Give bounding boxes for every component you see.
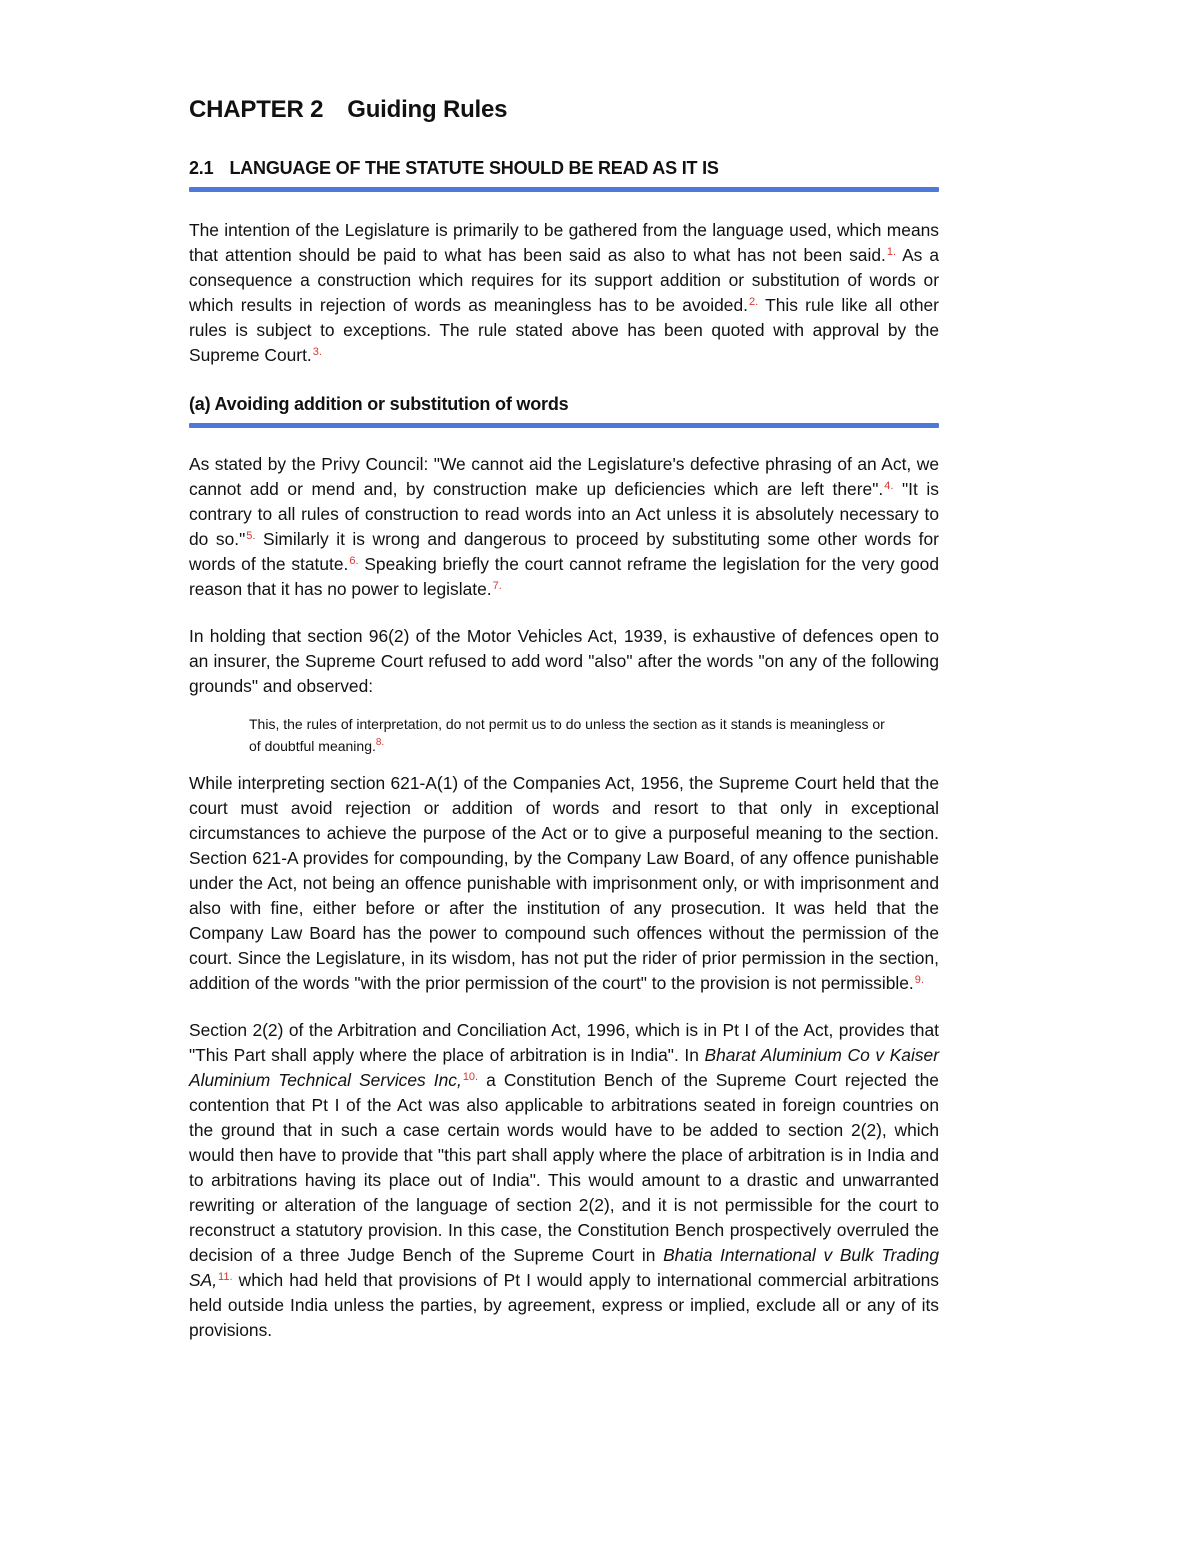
paragraph-text: "It is contrary to all rules of construction to read words into an Act unless it is absolutely necessary to do so." bbox=[189, 479, 939, 549]
footnote-ref-11[interactable]: 11. bbox=[218, 1271, 233, 1283]
footnote-ref-3[interactable]: 3. bbox=[312, 346, 322, 358]
footnote-ref-7[interactable]: 7. bbox=[492, 580, 502, 592]
subsection-heading: (a) Avoiding addition or substitution of words bbox=[189, 394, 569, 414]
footnote-ref-2[interactable]: 2. bbox=[748, 296, 759, 308]
quote-text: This, the rules of interpretation, do not permit us to do unless the section as it stands is meaningless or of doubtful meaning. bbox=[249, 716, 885, 754]
paragraph-text: While interpreting section 621-A(1) of the Companies Act, 1956, the Supreme Court held that the court must avoid rejection or addition of words and resort to that only in exceptional circumstances to achieve the purpose of the Act or to give a purposeful meaning to the section. Section 621-A provides for compounding, by the Company Law Board, of any offence punishable under the Act, not being an offence punishable with imprisonment only, or with imprisonment and also with fine, either before or after the institution of any prosecution. It was held that the Company Law Board has the power to compound such offences without the permission of the court. Since the Legislature, in its wisdom, has not put the rider of prior permission in the section, addition of the words "with the prior permission of the court" to the provision is not permissible. bbox=[189, 773, 939, 993]
block-quote bbox=[249, 713, 899, 757]
paragraph-text: Section 2(2) of the Arbitration and Conciliation Act, 1996, which is in Pt I of the Act, provides that "This Part shall apply where the place of arbitration is in India". In bbox=[189, 1020, 939, 1065]
paragraph-text: The intention of the Legislature is primarily to be gathered from the language used, which means that attention should be paid to what has been said as also to what has not been said. bbox=[189, 220, 939, 265]
case-name: Bharat Aluminium Co v Kaiser Aluminium Technical Services Inc, bbox=[189, 1045, 939, 1090]
subsection-paragraph-4 bbox=[189, 1018, 939, 1343]
subsection-divider bbox=[189, 423, 939, 428]
footnote-ref-10[interactable]: 10. bbox=[462, 1071, 479, 1083]
case-name: Bhatia International v Bulk Trading SA, bbox=[189, 1245, 939, 1290]
paragraph-text: As stated by the Privy Council: "We cannot aid the Legislature's defective phrasing of an Act, we cannot add or mend and, by construction make up deficiencies which are left there". bbox=[189, 454, 939, 499]
section-number: 2.1 bbox=[189, 158, 214, 178]
chapter-title: Guiding Rules bbox=[347, 96, 508, 123]
chapter-number: CHAPTER 2 bbox=[189, 96, 324, 123]
section-heading bbox=[189, 158, 939, 179]
paragraph-text: which had held that provisions of Pt I would apply to international commercial arbitrations held outside India unless the parties, by agreement, express or implied, exclude all or any of its provisions. bbox=[189, 1270, 939, 1340]
footnote-ref-8[interactable]: 8. bbox=[375, 737, 385, 748]
paragraph-text: Speaking briefly the court cannot reframe the legislation for the very good reason that it has no power to legislate. bbox=[189, 554, 939, 599]
paragraph-text: This rule like all other rules is subject to exceptions. The rule stated above has been quoted with approval by the Supreme Court. bbox=[189, 295, 939, 365]
section-title: LANGUAGE OF THE STATUTE SHOULD BE READ AS IT IS bbox=[229, 158, 719, 178]
footnote-ref-1[interactable]: 1. bbox=[886, 246, 897, 258]
chapter-heading bbox=[189, 96, 939, 124]
subsection-paragraph-2: In holding that section 96(2) of the Motor Vehicles Act, 1939, is exhaustive of defences open to an insurer, the Supreme Court refused to add word "also" after the words "on any of the following grounds" and observed: bbox=[189, 626, 939, 696]
paragraph-text: a Constitution Bench of the Supreme Court rejected the contention that Pt I of the Act was also applicable to arbitrations seated in foreign countries on the ground that in such a case certain words would have to be added to section 2(2), which would then have to provide that "this part shall apply where the place of arbitration is in India and to arbitrations having its place out of India". This would amount to a drastic and unwarranted rewriting or alteration of the language of section 2(2), and it is not permissible for the court to reconstruct a statutory provision. In this case, the Constitution Bench prospectively overruled the decision of a three Judge Bench of the Supreme Court in bbox=[189, 1070, 939, 1265]
subsection-paragraph-1 bbox=[189, 452, 939, 602]
paragraph-text: Similarly it is wrong and dangerous to proceed by substituting some other words for words of the statute. bbox=[189, 529, 939, 574]
subsection-paragraph-3 bbox=[189, 771, 939, 996]
section-paragraph-1 bbox=[189, 218, 939, 368]
footnote-ref-4[interactable]: 4. bbox=[884, 480, 894, 492]
footnote-ref-9[interactable]: 9. bbox=[914, 974, 924, 986]
section-divider bbox=[189, 187, 939, 192]
footnote-ref-6[interactable]: 6. bbox=[349, 555, 359, 567]
paragraph-text: As a consequence a construction which requires for its support addition or substitution of words or which results in rejection of words as meaningless has to be avoided. bbox=[189, 245, 940, 315]
document-page bbox=[189, 96, 939, 1343]
footnote-ref-5[interactable]: 5. bbox=[246, 530, 256, 542]
